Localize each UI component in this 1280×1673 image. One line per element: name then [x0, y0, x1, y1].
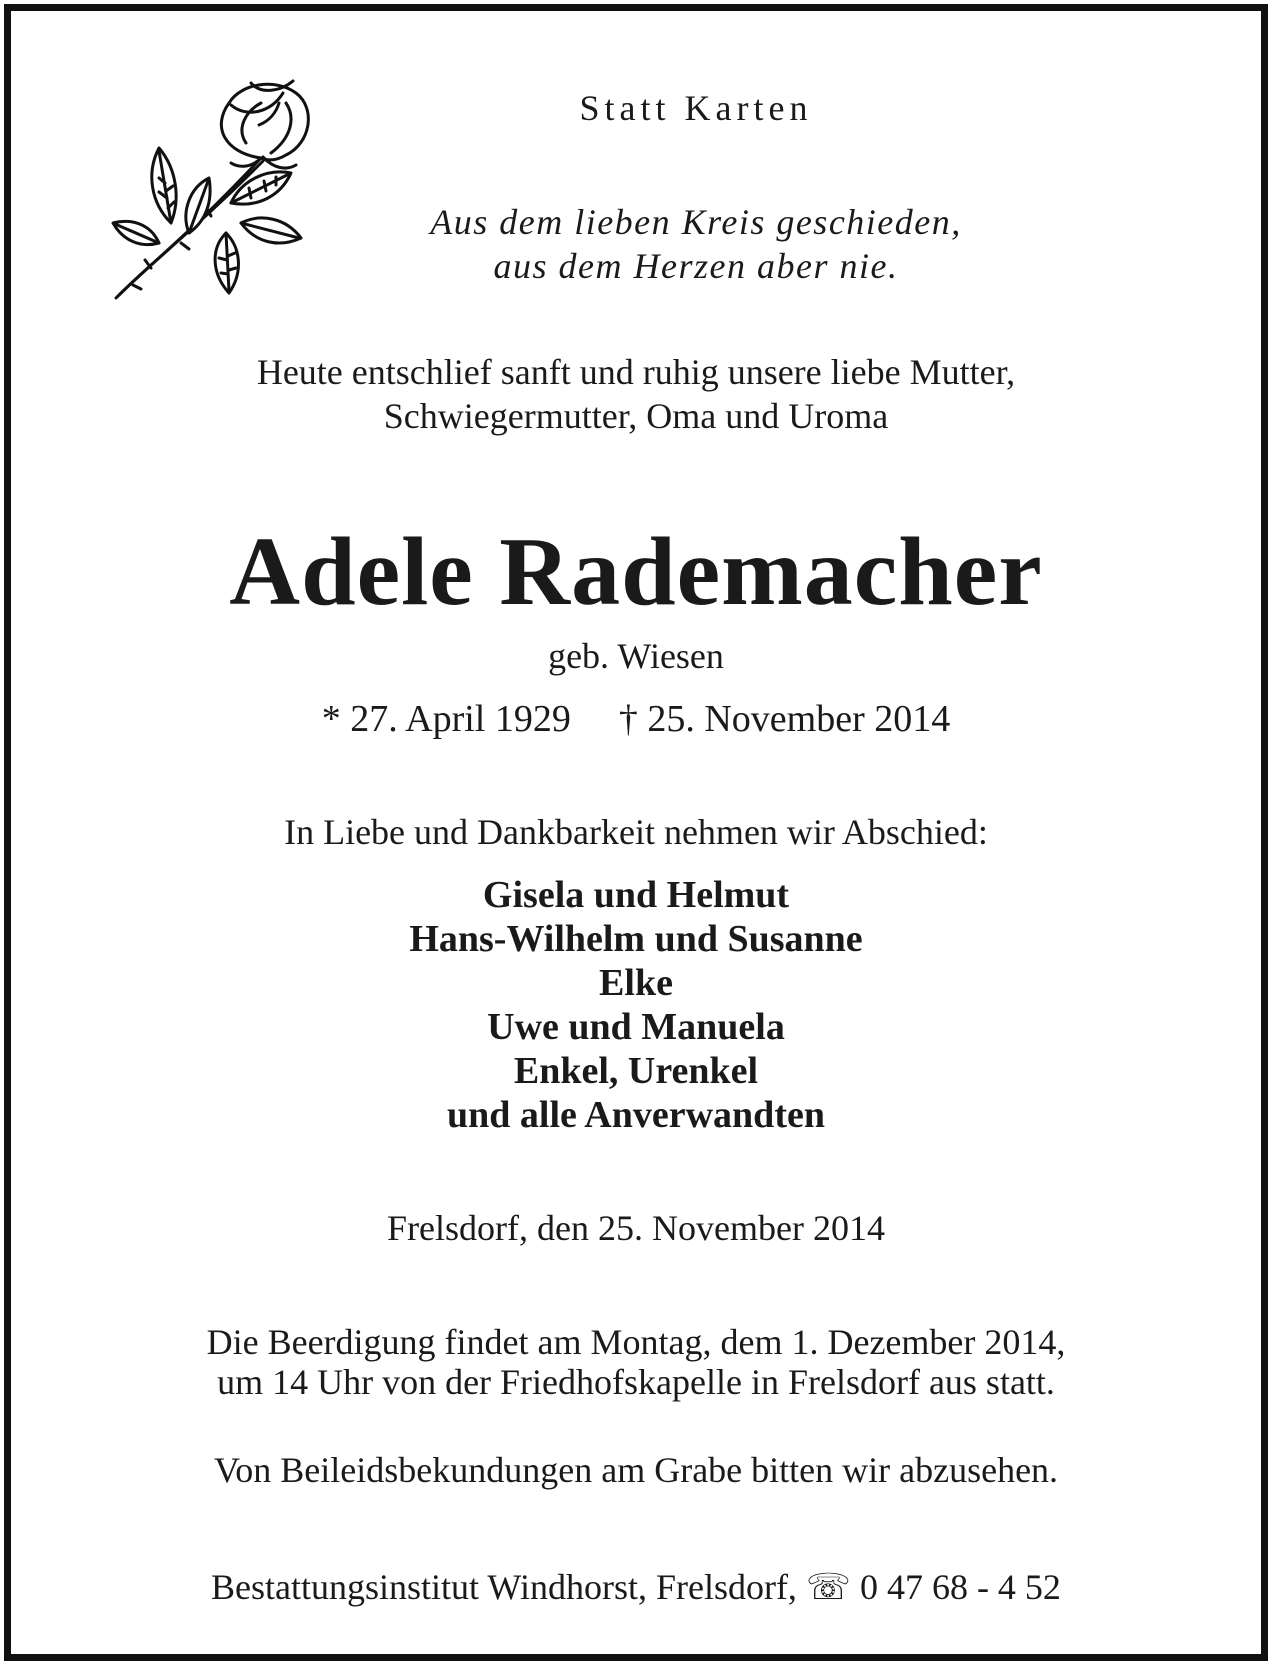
maiden-name: geb. Wiesen [548, 636, 724, 676]
verse-line-1: Aus dem lieben Kreis geschieden, [430, 202, 962, 242]
family-line: Gisela und Helmut [482, 874, 790, 916]
family-line: Hans-Wilhelm und Susanne [409, 918, 863, 960]
header-statt-karten: Statt Karten [579, 88, 813, 128]
farewell-line: In Liebe und Dankbarkeit nehmen wir Abschied: [284, 812, 988, 852]
undertaker-contact: Bestattungsinstitut Windhorst, Frelsdorf, ☏ 0 47 68 - 4 52 [211, 1567, 1061, 1607]
intro-line-1: Heute entschlief sanft und ruhig unsere liebe Mutter, [256, 352, 1016, 392]
condolences-note: Von Beileidsbekundungen am Grabe bitten wir abzusehen. [213, 1450, 1059, 1490]
family-line: Enkel, Urenkel [513, 1050, 759, 1092]
deceased-name: Adele Rademacher [229, 518, 1043, 626]
verse-line-2: aus dem Herzen aber nie. [493, 246, 899, 286]
funeral-line-2: um 14 Uhr von der Friedhofskapelle in Frelsdorf aus statt. [217, 1362, 1055, 1402]
death-date: † 25. November 2014 [618, 698, 951, 740]
family-line: Uwe und Manuela [487, 1006, 785, 1048]
intro-line-2: Schwiegermutter, Oma und Uroma [383, 396, 889, 436]
obituary-notice [4, 4, 1268, 1661]
funeral-line-1: Die Beerdigung findet am Montag, dem 1. Dezember 2014, [206, 1322, 1066, 1362]
life-dates [11, 697, 1261, 741]
birth-date: * 27. April 1929 [321, 698, 571, 740]
place-date: Frelsdorf, den 25. November 2014 [387, 1208, 885, 1248]
family-line: Elke [599, 962, 673, 1004]
family-line: und alle Anverwandten [447, 1094, 825, 1136]
